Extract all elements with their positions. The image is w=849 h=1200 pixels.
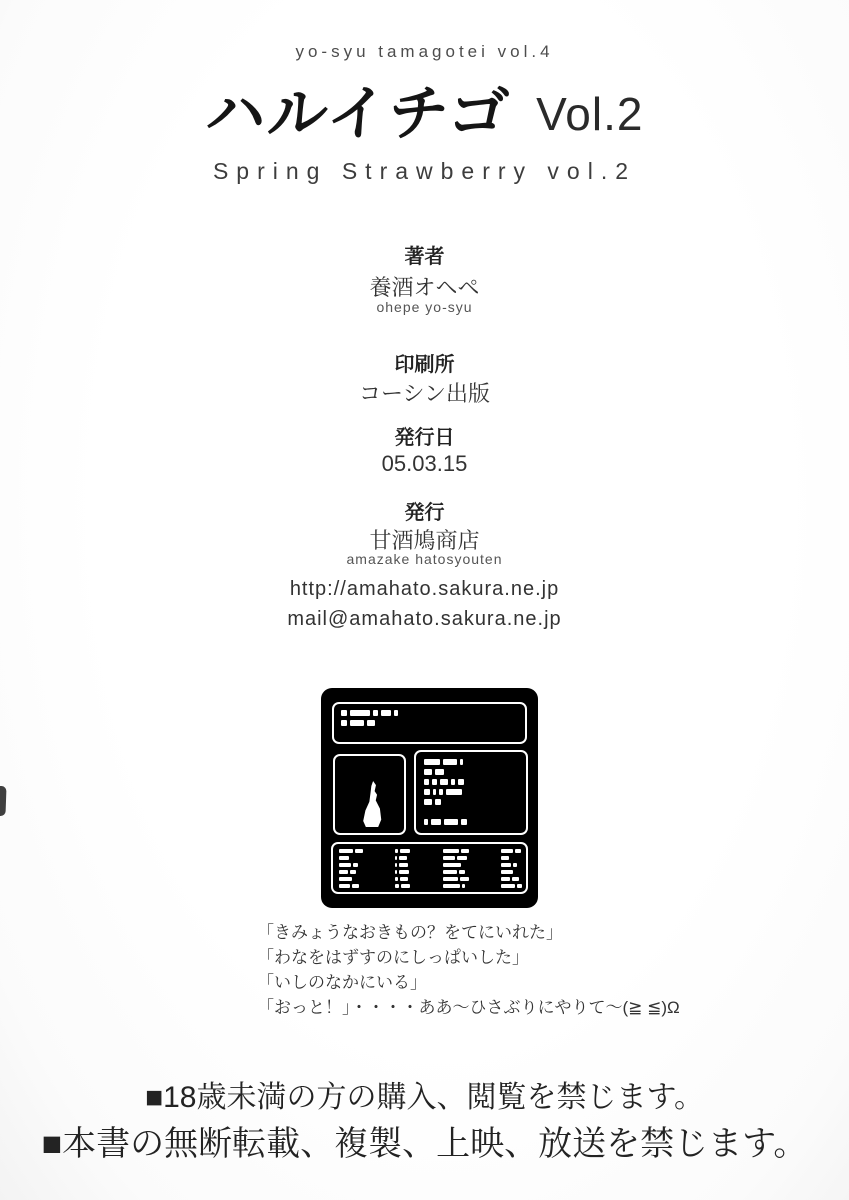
printer-name: コーシン出版 xyxy=(358,381,490,406)
publication-date-value: 05.03.15 xyxy=(381,451,468,476)
subtitle: Spring Strawberry vol.2 xyxy=(212,158,637,184)
series-line: yo-syu tamagotei vol.4 xyxy=(295,42,554,61)
stats-column xyxy=(443,849,469,892)
author-romaji: ohepe yo-syu xyxy=(376,299,473,315)
title-volume: Vol.2 xyxy=(536,88,644,140)
copyright-notice: ■本書の無断転載、複製、上映、放送を禁じます。 xyxy=(41,1125,808,1163)
game-screen-sprite-panel xyxy=(333,754,406,835)
game-screen-text-panel xyxy=(414,750,528,835)
website-url: http://amahato.sakura.ne.jp xyxy=(289,578,560,600)
age-restriction-notice: ■18歳未満の方の購入、閲覧を禁じます。 xyxy=(144,1081,705,1114)
printer-label: 印刷所 xyxy=(394,354,455,376)
caption-line: 「いしのなかにいる」 xyxy=(257,973,427,992)
scan-edge-artifact xyxy=(0,786,7,816)
stats-column xyxy=(501,849,522,892)
contact-email: mail@amahato.sakura.ne.jp xyxy=(287,608,562,630)
caption-line: 「わなをはずすのにしっぱいした」 xyxy=(257,948,529,967)
game-screen-message-panel xyxy=(332,702,527,744)
rabbit-sprite xyxy=(361,781,383,827)
game-status-screen-image xyxy=(322,689,537,907)
publication-date-label: 発行日 xyxy=(394,427,455,449)
stats-column xyxy=(339,849,363,892)
game-screen-stats-panel xyxy=(331,842,528,894)
stats-column xyxy=(395,849,410,892)
caption-line: 「おっと！」・・・・ああ～ひさぶりにやりて～(≧ ≦)Ω xyxy=(257,998,680,1017)
page-title: ハルイチゴ xyxy=(202,80,513,147)
title-row xyxy=(0,66,849,152)
caption-line: 「きみょうなおきもの？をてにいれた」 xyxy=(257,923,563,942)
publisher-label: 発行 xyxy=(404,502,445,524)
author-label: 著者 xyxy=(404,246,445,268)
game-caption-block xyxy=(257,920,680,1020)
publisher-romaji: amazake hatosyouten xyxy=(346,551,503,567)
author-name: 養酒オヘペ xyxy=(369,275,480,300)
publisher-name: 甘酒鳩商店 xyxy=(369,528,480,553)
